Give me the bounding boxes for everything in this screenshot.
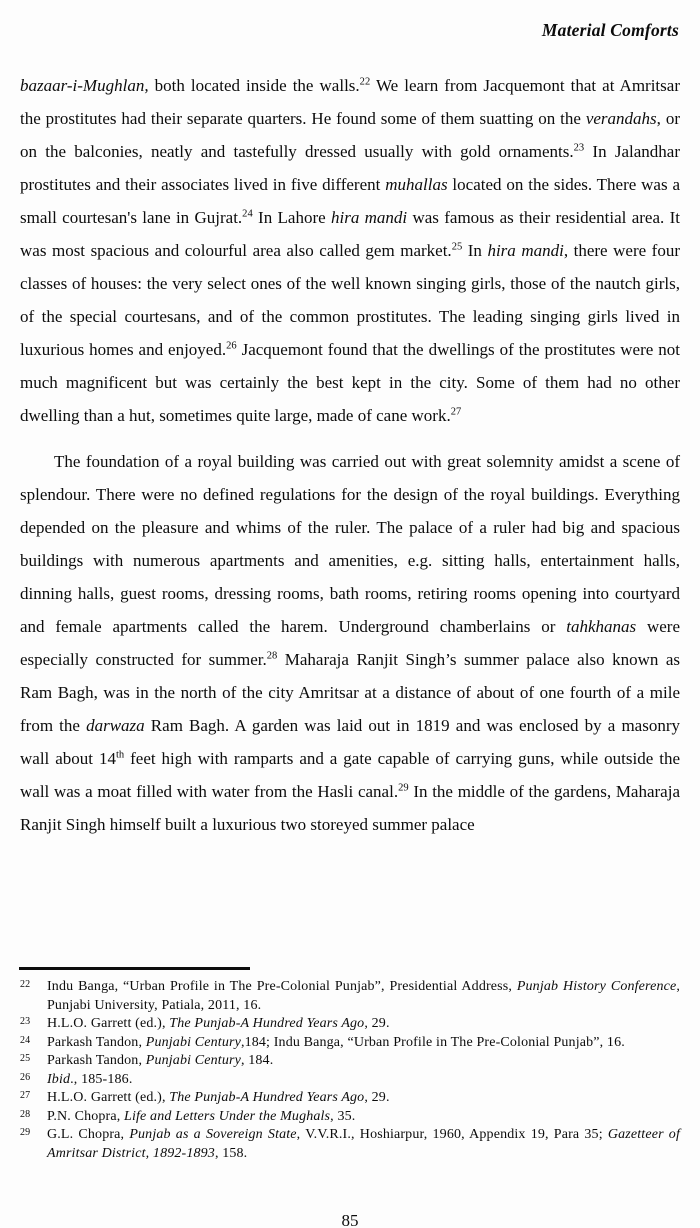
footnote-separator-rule <box>19 967 250 970</box>
footnote-text: H.L.O. Garrett (ed.), The Punjab-A Hundred Years Ago, 29. <box>47 1016 390 1031</box>
footnote-text: H.L.O. Garrett (ed.), The Punjab-A Hundred Years Ago, 29. <box>47 1090 390 1105</box>
footnote-26 <box>20 1071 680 1090</box>
body-text <box>20 69 680 841</box>
running-header: Material Comforts <box>541 20 679 40</box>
footnote-27 <box>20 1089 680 1108</box>
footnote-25 <box>20 1052 680 1071</box>
footnote-marker: 29 <box>20 1127 31 1138</box>
paragraph-2: The foundation of a royal building was carried out with great solemnity amidst a scene of splendour. There were no defined regulations for the design of the royal buildings. Everything depended on the pleasure and whims of the ruler. The palace of a ruler had big and spacious buildings with numerous apartments and amenities, e.g. sitting halls, entertainment halls, dinning halls, guest rooms, dressing rooms, bath rooms, retiring rooms opening into courtyard and female apartments called the harem. Underground chamberlains or tahkhanas were especially constructed for summer.$^{28}$ Maharaja Ranjit Singh’s summer palace also known as Ram Bagh, was in the north of the city Amritsar at a distance of about of one fourth of a mile from the darwaza Ram Bagh. A garden was laid out in 1819 and was enclosed by a masonry wall about 14th feet high with ramparts and a gate capable of carrying guns, while outside the wall was a moat filled with water from the Hasli canal.$^{29}$ In the middle of the gardens, Maharaja Ranjit Singh himself built a luxurious two storeyed summer palace <box>20 452 681 834</box>
footnote-24 <box>20 1034 680 1053</box>
footnote-22 <box>20 978 680 1015</box>
footnote-marker: 26 <box>20 1071 31 1083</box>
footnote-29 <box>20 1126 680 1163</box>
paragraph-1: bazaar-i-Mughlan, both located inside the walls.$^{22}$ We learn from Jacquemont that at Amritsar the prostitutes had their separate quarters. He found some of them suatting on the verandahs, or on the balconies, neatly and tastefully dressed usually with gold ornaments.$^{23}$ In Jalandhar prostitutes and their associates lived in five different muhallas located on the sides. There was a small courtesan's lane in Gujrat.$^{24}$ In Lahore hira mandi was famous as their residential area. It was most spacious and colourful area also called gem market.$^{25}$ In hira mandi, there were four classes of houses: the very select ones of the well known singing girls, those of the nautch girls, of the special courtesans, and of the common prostitutes. The leading singing girls lived in luxurious homes and enjoyed.$^{26}$ Jacquemont found that the dwellings of the prostitutes were not much magnificent but was certainly the best kept in the city. Some of them had no other dwelling than a hut, sometimes quite large, made of cane work.$^{27}$ <box>20 76 681 425</box>
footnote-marker: 23 <box>20 1016 31 1027</box>
footnote-text: Ibid., 185-186. <box>47 1071 133 1087</box>
footnote-text: Parkash Tandon, Punjabi Century,184; Indu Banga, “Urban Profile in The Pre-Colonial Punjab”, 16. <box>47 1034 625 1050</box>
footnote-text: Indu Banga, “Urban Profile in The Pre-Colonial Punjab”, Presidential Address, Punjab History Conference, Punjabi University, Patiala, 2011, 16. <box>47 979 680 1013</box>
footnote-marker: 25 <box>20 1053 31 1064</box>
footnote-marker: 22 <box>20 979 31 990</box>
footnotes-section <box>20 978 680 1163</box>
footnote-marker: 27 <box>20 1090 31 1101</box>
footnote-text: G.L. Chopra, Punjab as a Sovereign State, V.V.R.I., Hoshiarpur, 1960, Appendix 19, Para 35; Gazetteer of Amritsar District, 1892-1893, 158. <box>47 1127 680 1161</box>
footnote-marker: 24 <box>20 1034 31 1046</box>
footnote-text: P.N. Chopra, Life and Letters Under the Mughals, 35. <box>47 1108 356 1124</box>
page-number: 85 <box>341 1211 359 1228</box>
footnote-text: Parkash Tandon, Punjabi Century, 184. <box>47 1053 274 1068</box>
footnote-marker: 28 <box>20 1108 31 1120</box>
footnote-28 <box>20 1108 680 1127</box>
footnote-23 <box>20 1015 680 1034</box>
